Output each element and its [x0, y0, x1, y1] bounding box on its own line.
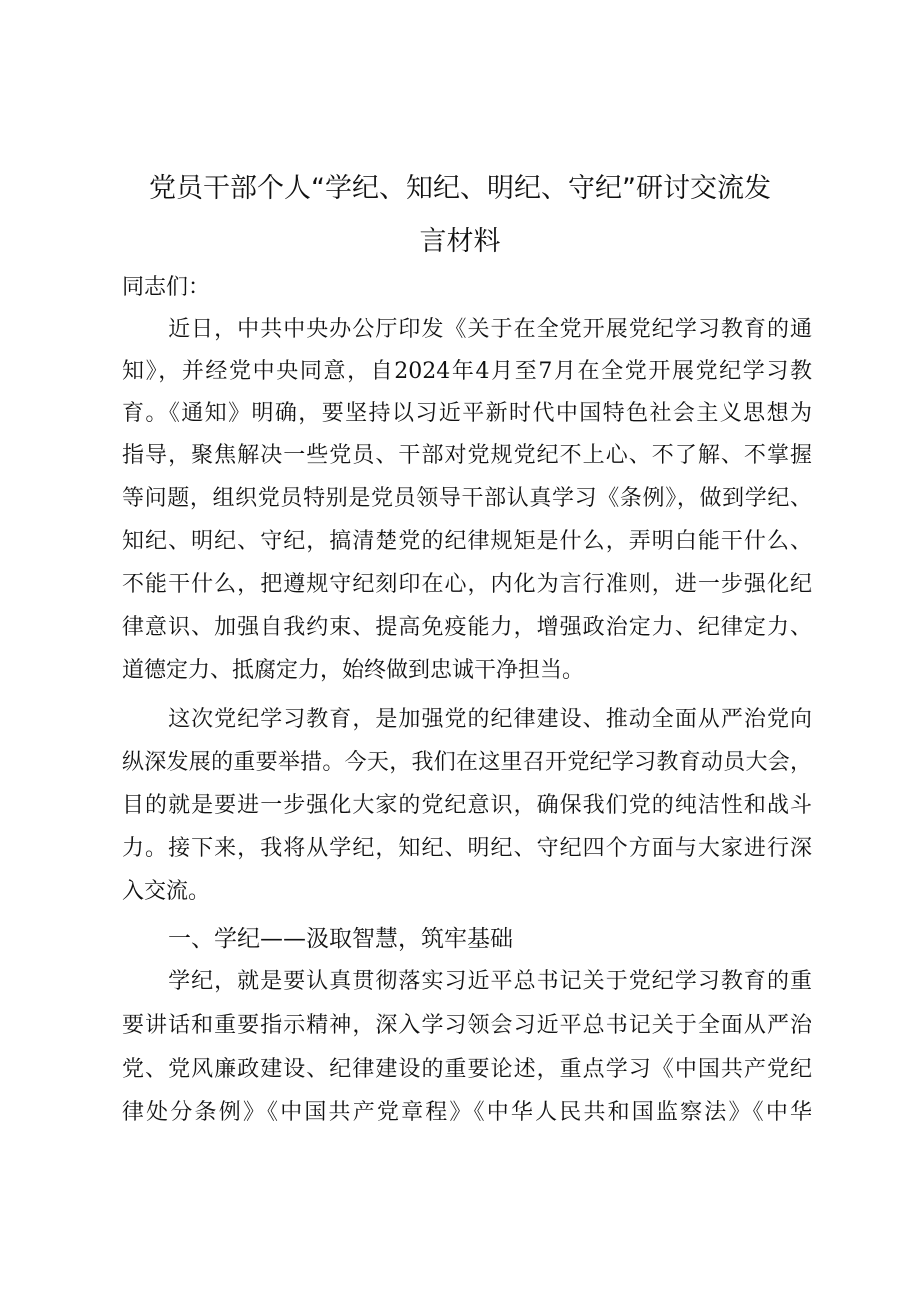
document-title-line-1: 党员干部个人“学纪、知纪、明纪、守纪”研讨交流发 — [149, 173, 771, 204]
salutation: 同志们： — [122, 275, 211, 300]
paragraph-1-line: 近日，中共中央办公厅印发《关于在全党开展党纪学习教育的通 — [122, 317, 812, 342]
paragraph-1-line: 道德定力、抵腐定力，始终做到忠诚干净担当。 — [122, 658, 585, 683]
paragraph-1-line: 律意识、加强自我约束、提高免疫能力，增强政治定力、纪律定力、 — [122, 615, 812, 640]
paragraph-1-line: 育。《通知》明确，要坚持以习近平新时代中国特色社会主义思想为 — [122, 401, 812, 426]
section-1-line: 要讲话和重要指示精神，深入学习领会习近平总书记关于全面从严治 — [122, 1013, 812, 1038]
section-1-line: 学纪，就是要认真贯彻落实习近平总书记关于党纪学习教育的重 — [122, 969, 812, 994]
section-heading: 一、学纪——汲取智慧，筑牢基础 — [168, 926, 513, 952]
paragraph-1-line: 等问题，组织党员特别是党员领导干部认真学习《条例》，做到学纪、 — [122, 486, 812, 511]
paragraph-1-line: 指导，聚焦解决一些党员、干部对党规党纪不上心、不了解、不掌握 — [122, 443, 812, 468]
section-1-line: 律处分条例》《中国共产党章程》《中华人民共和国监察法》《中华 — [122, 1100, 812, 1125]
section-1-line: 党、党风廉政建设、纪律建设的重要论述，重点学习《中国共产党纪 — [122, 1057, 812, 1082]
paragraph-2-line: 目的就是要进一步强化大家的党纪意识，确保我们党的纯洁性和战斗 — [122, 793, 812, 818]
paragraph-2-line: 纵深发展的重要举措。今天，我们在这里召开党纪学习教育动员大会， — [122, 750, 812, 775]
paragraph-1-line: 知纪、明纪、守纪，搞清楚党的纪律规矩是什么，弄明白能干什么、 — [122, 529, 812, 554]
paragraph-2-line: 这次党纪学习教育，是加强党的纪律建设、推动全面从严治党向 — [122, 707, 812, 732]
paragraph-1-line: 知》，并经党中央同意，自2024年4月至7月在全党开展党纪学习教 — [122, 359, 812, 384]
document-title-line-2: 言材料 — [419, 226, 501, 257]
paragraph-2-line: 入交流。 — [122, 879, 211, 904]
paragraph-1-line: 不能干什么，把遵规守纪刻印在心，内化为言行准则，进一步强化纪 — [122, 572, 812, 597]
paragraph-2-line: 力。接下来，我将从学纪，知纪、明纪、守纪四个方面与大家进行深 — [122, 836, 812, 861]
